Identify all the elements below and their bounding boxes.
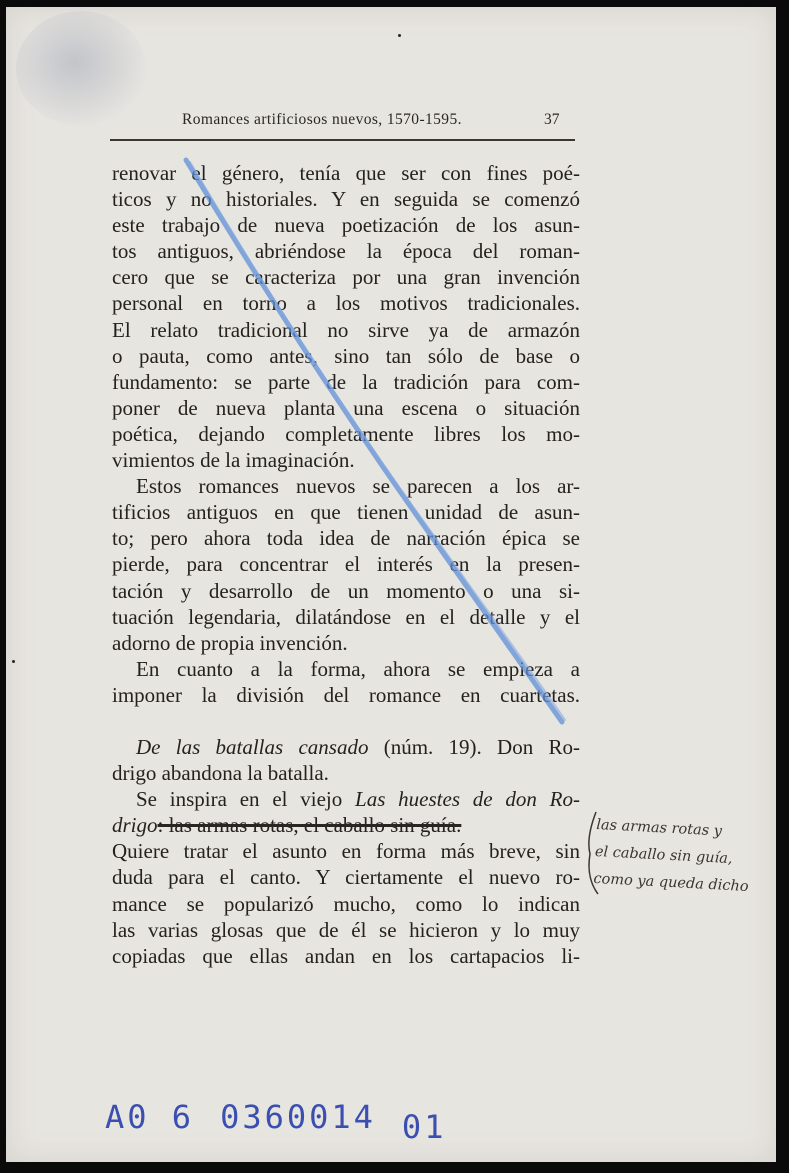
text-line: copiadas que ellas andan en los cartapacios li- — [112, 943, 580, 968]
text-line: tuación legendaria, dilatándose en el detalle y el — [112, 604, 580, 629]
ink-speck — [12, 660, 15, 663]
section-title-line — [112, 734, 580, 760]
ink-speck — [398, 34, 401, 37]
text-line: pierde, para concentrar el interés en la presen- — [112, 552, 580, 577]
section-title: De las batallas cansado — [136, 734, 369, 759]
text-line: adorno de propia invención. — [112, 630, 348, 655]
text-line: vimientos de la imaginación. — [112, 448, 355, 473]
text-line: Estos romances nuevos se parecen a los ar- — [136, 474, 580, 499]
stamp-code-2: 0360014 — [220, 1098, 376, 1136]
text-line: tación y desarrollo de un momento o una si- — [112, 578, 580, 603]
body-text — [112, 160, 580, 969]
text-line: mance se popularizó mucho, como lo indican — [112, 891, 580, 916]
struck-line — [112, 812, 580, 838]
text-line: tos antiguos, abriéndose la época del roman- — [112, 239, 580, 264]
text-line: drigo abandona la batalla. — [112, 761, 329, 786]
handwritten-margin-note — [593, 812, 787, 903]
text-line: o pauta, como antes, sino tan sólo de base o — [112, 343, 580, 368]
text-fragment: Se inspira en el viejo — [136, 787, 356, 812]
header-rule — [110, 139, 575, 141]
page-number: 37 — [544, 111, 560, 128]
text-line: renovar el género, tenía que ser con fines poé- — [112, 161, 580, 185]
text-line: Quiere tratar el asunto en forma más breve, sin — [112, 839, 580, 864]
text-line: tificios antiguos en que tienen unidad de asun- — [112, 500, 580, 525]
stamp-code-1: A0 6 — [105, 1098, 195, 1136]
text-line: imponer la división del romance en cuartetas. — [112, 682, 580, 707]
note-line: como ya queda dicho — [593, 870, 749, 896]
text-line: fundamento: se parte de la tradición para com- — [112, 369, 580, 394]
text-line: to; pero ahora toda idea de narración épica se — [112, 526, 580, 551]
text-line: duda para el canto. Y ciertamente el nuevo ro- — [112, 865, 580, 890]
text-line: El relato tradicional no sirve ya de armazón — [112, 317, 580, 342]
struck-text: : las armas rotas, el caballo sin guía. — [157, 813, 462, 838]
text-line: las varias glosas que de él se hicieron y lo muy — [112, 917, 580, 942]
text-line: este trabajo de nueva poetización de los asun- — [112, 213, 580, 238]
paragraph-gap — [112, 708, 580, 734]
section-title-rest: (núm. 19). Don Ro- — [368, 734, 580, 759]
cited-title: Las huestes de don Ro- — [355, 787, 580, 812]
cited-title-end: drigo — [112, 813, 158, 838]
text-line: cero que se caracteriza por una gran invención — [112, 265, 580, 290]
text-line: poética, dejando completamente libres los mo- — [112, 421, 580, 446]
stamp-code-3: 01 — [401, 1108, 447, 1146]
text-line: ticos y no historiales. Y en seguida se comenzó — [112, 187, 580, 212]
text-line: personal en torno a los motivos tradicionales. — [112, 291, 580, 316]
note-line: las armas rotas y — [595, 816, 723, 840]
archive-stamp — [105, 1098, 472, 1146]
note-line: el caballo sin guía, — [594, 843, 733, 868]
water-stain — [16, 11, 146, 126]
text-line: En cuanto a la forma, ahora se empieza a — [136, 656, 580, 681]
text-line: poner de nueva planta una escena o situación — [112, 395, 580, 420]
text-line — [112, 786, 580, 812]
running-head-title: Romances artificiosos nuevos, 1570-1595. — [182, 111, 462, 128]
